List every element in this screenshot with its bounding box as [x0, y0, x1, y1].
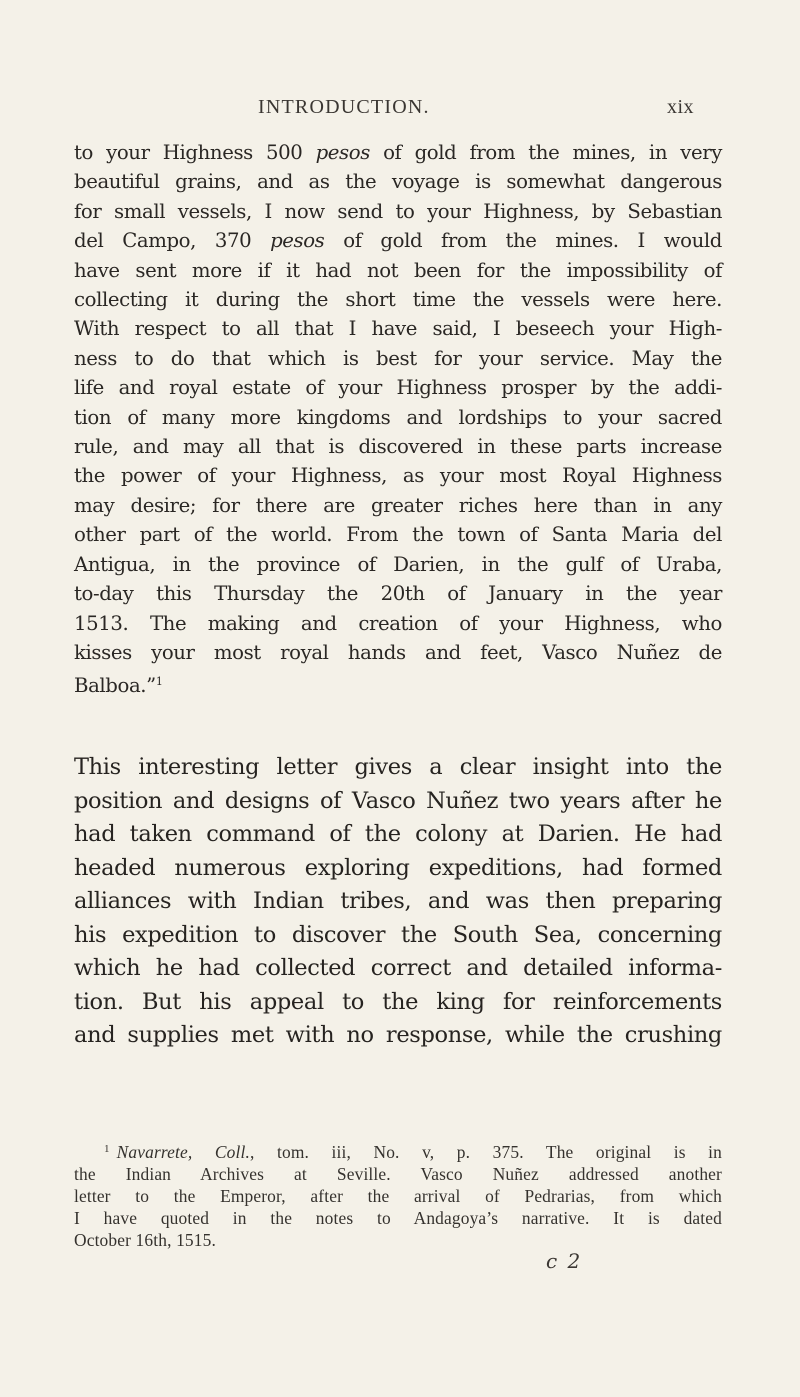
letter-line: life and royal estate of your Highness prosper by the addi-: [74, 376, 722, 400]
narrative-line: which he had collected correct and detailed informa-: [74, 955, 722, 981]
letter-line: 1513. The making and creation of your Highness, who: [74, 611, 722, 635]
letter-line: have sent more if it had not been for the impossibility of: [74, 258, 722, 282]
signature-mark: c 2: [546, 1249, 583, 1273]
letter-line: rule, and may all that is discovered in these parts increase: [74, 435, 722, 459]
letter-line: Antigua, in the province of Darien, in the gulf of Uraba,: [74, 552, 722, 576]
letter-line: for small vessels, I now send to your Highness, by Sebastian: [74, 199, 722, 223]
letter-line: Balboa.”$^1$: [74, 674, 163, 698]
page-number: xix: [666, 96, 694, 118]
letter-line: With respect to all that I have said, I beseech your High-: [74, 317, 722, 341]
letter-line: kisses your most royal hands and feet, Vasco Nuñez de: [74, 640, 722, 664]
narrative-line: This interesting letter gives a clear insight into the: [74, 754, 722, 780]
footnote-line: $^1$ Navarrete, Coll., tom. iii, No. v, p. 375. The original is in: [104, 1142, 723, 1162]
narrative-line: headed numerous exploring expeditions, had formed: [74, 854, 722, 881]
footnote-source: Navarrete, Coll.: [116, 1142, 250, 1162]
footnote-marker: 1: [104, 1143, 110, 1155]
narrative-line: had taken command of the colony at Darien. He had: [74, 821, 722, 847]
narrative-line: tion. But his appeal to the king for reinforcements: [74, 988, 722, 1015]
narrative-paragraph: [74, 751, 722, 1053]
letter-line: ness to do that which is best for your service. May the: [74, 346, 722, 370]
narrative-line: his expedition to discover the South Sea, concerning: [74, 921, 722, 948]
footnote-line: I have quoted in the notes to Andagoya’s narrative. It is dated: [74, 1208, 722, 1228]
narrative-line: and supplies met with no response, while the crushing: [74, 1022, 722, 1048]
narrative-line: position and designs of Vasco Nuñez two years after he: [74, 787, 722, 814]
letter-line: collecting it during the short time the vessels were here.: [74, 288, 722, 312]
letter-line: to-day this Thursday the 20th of January in the year: [74, 582, 722, 606]
narrative-line: alliances with Indian tribes, and was then preparing: [74, 888, 722, 914]
letter-line: other part of the world. From the town of Santa Maria del: [74, 523, 722, 547]
footnote-line: October 16th, 1515.: [74, 1230, 216, 1250]
letter-quotation: [74, 138, 722, 701]
letter-line: del Campo, 370 pesos of gold from the mines. I would: [74, 229, 722, 253]
letter-line: the power of your Highness, as your most Royal Highness: [74, 464, 722, 488]
footnote-line: letter to the Emperor, after the arrival of Pedrarias, from which: [74, 1186, 722, 1206]
letter-line: may desire; for there are greater riches here than in any: [74, 493, 722, 517]
letter-line: beautiful grains, and as the voyage is somewhat dangerous: [74, 170, 722, 194]
footnote-line: the Indian Archives at Seville. Vasco Nuñez addressed another: [74, 1164, 722, 1184]
footnote: [74, 1138, 722, 1251]
running-title: INTRODUCTION.: [258, 96, 430, 118]
letter-line: to your Highness 500 pesos of gold from the mines, in very: [74, 141, 722, 164]
letter-line: tion of many more kingdoms and lordships to your sacred: [74, 405, 722, 429]
footnote-reference: 1: [155, 675, 163, 689]
